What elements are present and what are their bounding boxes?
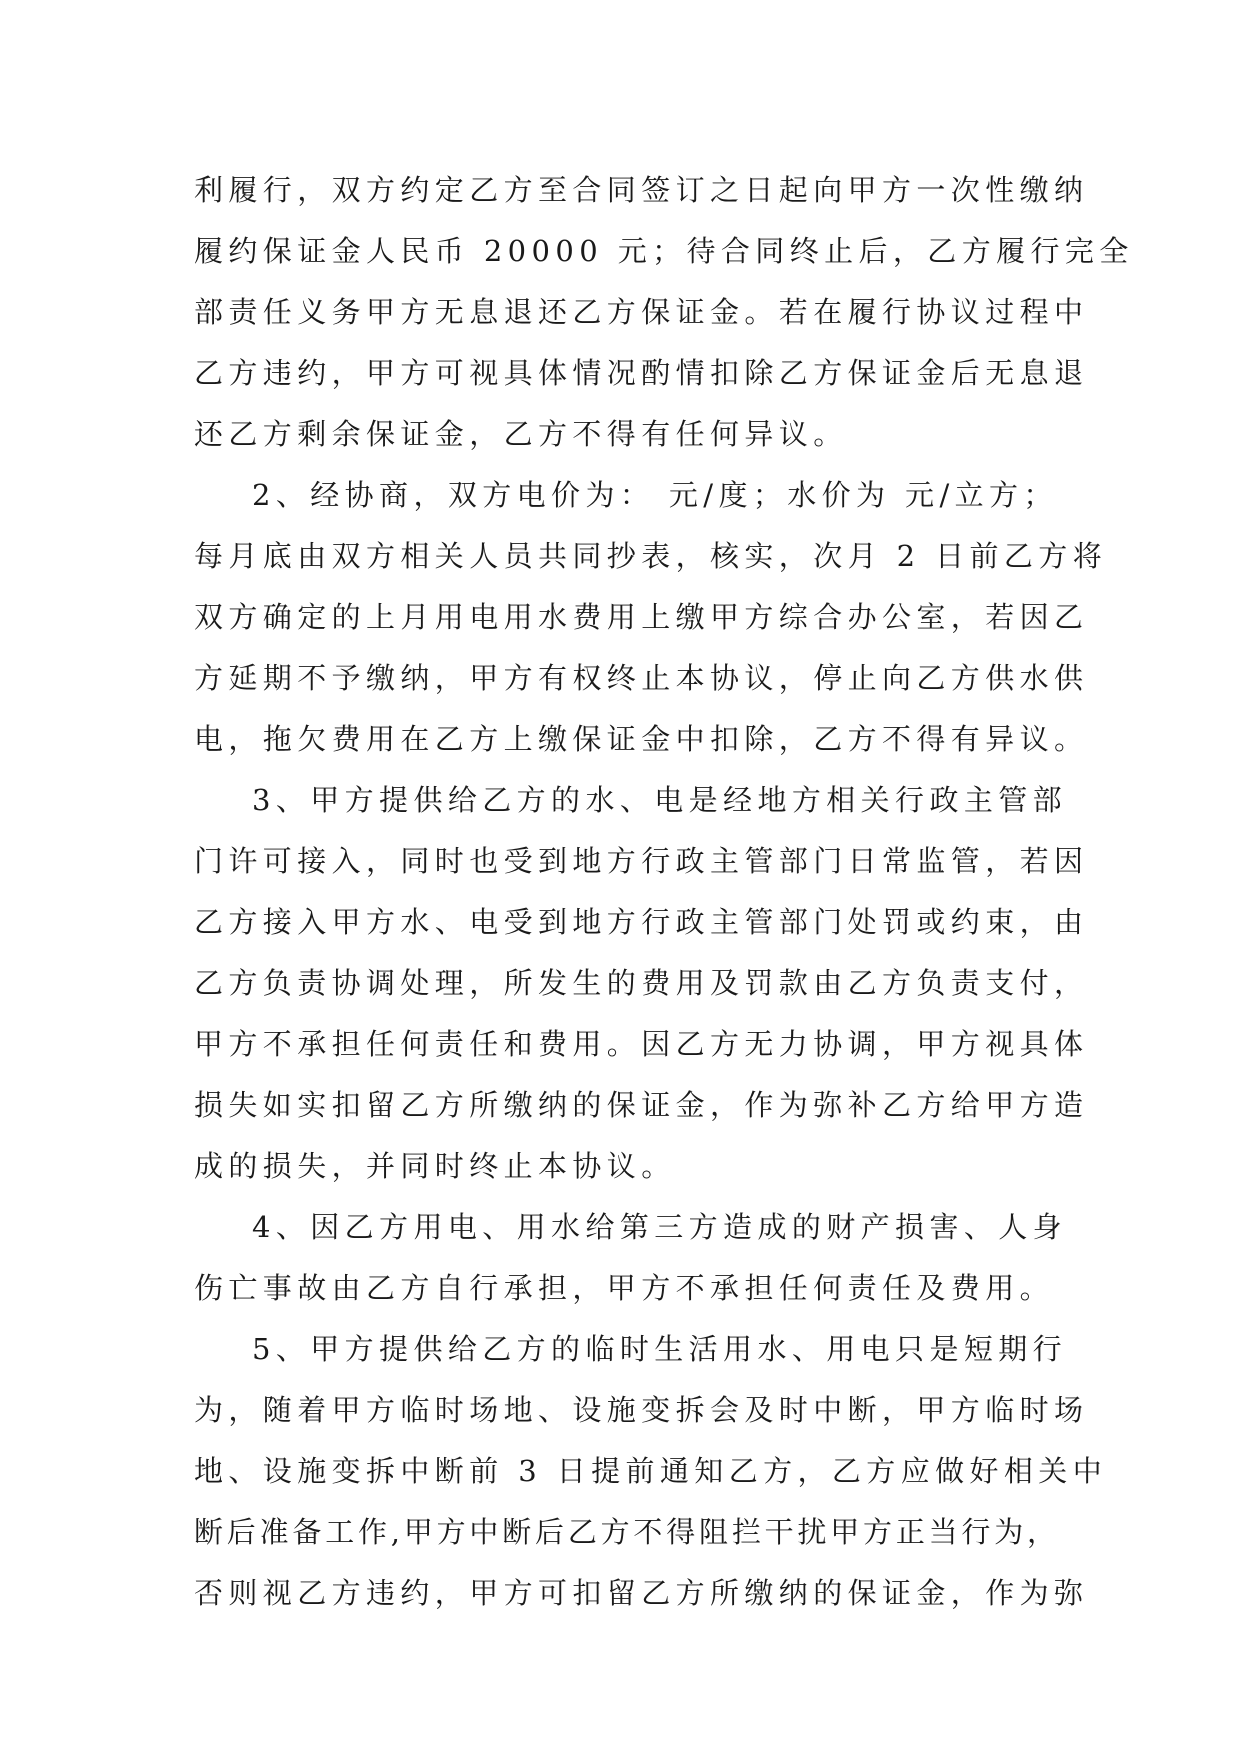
text-line: 甲方不承担任何责任和费用。因乙方无力协调，甲方视具体 xyxy=(194,1027,1089,1061)
text-line: 乙方违约，甲方可视具体情况酌情扣除乙方保证金后无息退 xyxy=(194,356,1089,390)
clause-2-start: 2、经协商，双方电价为： 元/度；水价为 元/立方； xyxy=(252,478,1058,512)
text-line: 每月底由双方相关人员共同抄表，核实，次月 2 日前乙方将 xyxy=(194,539,1108,573)
text-line: 门许可接入，同时也受到地方行政主管部门日常监管，若因 xyxy=(194,844,1089,878)
text-line: 方延期不予缴纳，甲方有权终止本协议，停止向乙方供水供 xyxy=(194,661,1089,695)
text-line: 断后准备工作,甲方中断后乙方不得阻拦干扰甲方正当行为， xyxy=(194,1515,1060,1549)
text-line: 伤亡事故由乙方自行承担，甲方不承担任何责任及费用。 xyxy=(194,1271,1055,1305)
clause-5-start: 5、甲方提供给乙方的临时生活用水、用电只是短期行 xyxy=(252,1332,1068,1366)
text-line: 否则视乙方违约，甲方可扣留乙方所缴纳的保证金，作为弥 xyxy=(194,1576,1089,1610)
text-line: 电，拖欠费用在乙方上缴保证金中扣除，乙方不得有异议。 xyxy=(194,722,1089,756)
text-line: 成的损失，并同时终止本协议。 xyxy=(194,1149,676,1183)
text-line: 为，随着甲方临时场地、设施变拆会及时中断，甲方临时场 xyxy=(194,1393,1089,1427)
document-body xyxy=(194,160,1134,1624)
clause-4-start: 4、因乙方用电、用水给第三方造成的财产损害、人身 xyxy=(252,1210,1068,1244)
text-line: 双方确定的上月用电用水费用上缴甲方综合办公室，若因乙 xyxy=(194,600,1089,634)
text-line: 乙方接入甲方水、电受到地方行政主管部门处罚或约束，由 xyxy=(194,905,1089,939)
text-line: 乙方负责协调处理，所发生的费用及罚款由乙方负责支付， xyxy=(194,966,1089,1000)
text-line: 履约保证金人民币 20000 元；待合同终止后，乙方履行完全 xyxy=(194,234,1134,268)
text-line: 部责任义务甲方无息退还乙方保证金。若在履行协议过程中 xyxy=(194,295,1089,329)
text-line: 地、设施变拆中断前 3 日提前通知乙方，乙方应做好相关中 xyxy=(194,1454,1108,1488)
text-line: 利履行，双方约定乙方至合同签订之日起向甲方一次性缴纳 xyxy=(194,173,1089,207)
text-line: 还乙方剩余保证金，乙方不得有任何异议。 xyxy=(194,417,848,451)
text-line: 损失如实扣留乙方所缴纳的保证金，作为弥补乙方给甲方造 xyxy=(194,1088,1089,1122)
clause-3-start: 3、甲方提供给乙方的水、电是经地方相关行政主管部 xyxy=(252,783,1068,817)
